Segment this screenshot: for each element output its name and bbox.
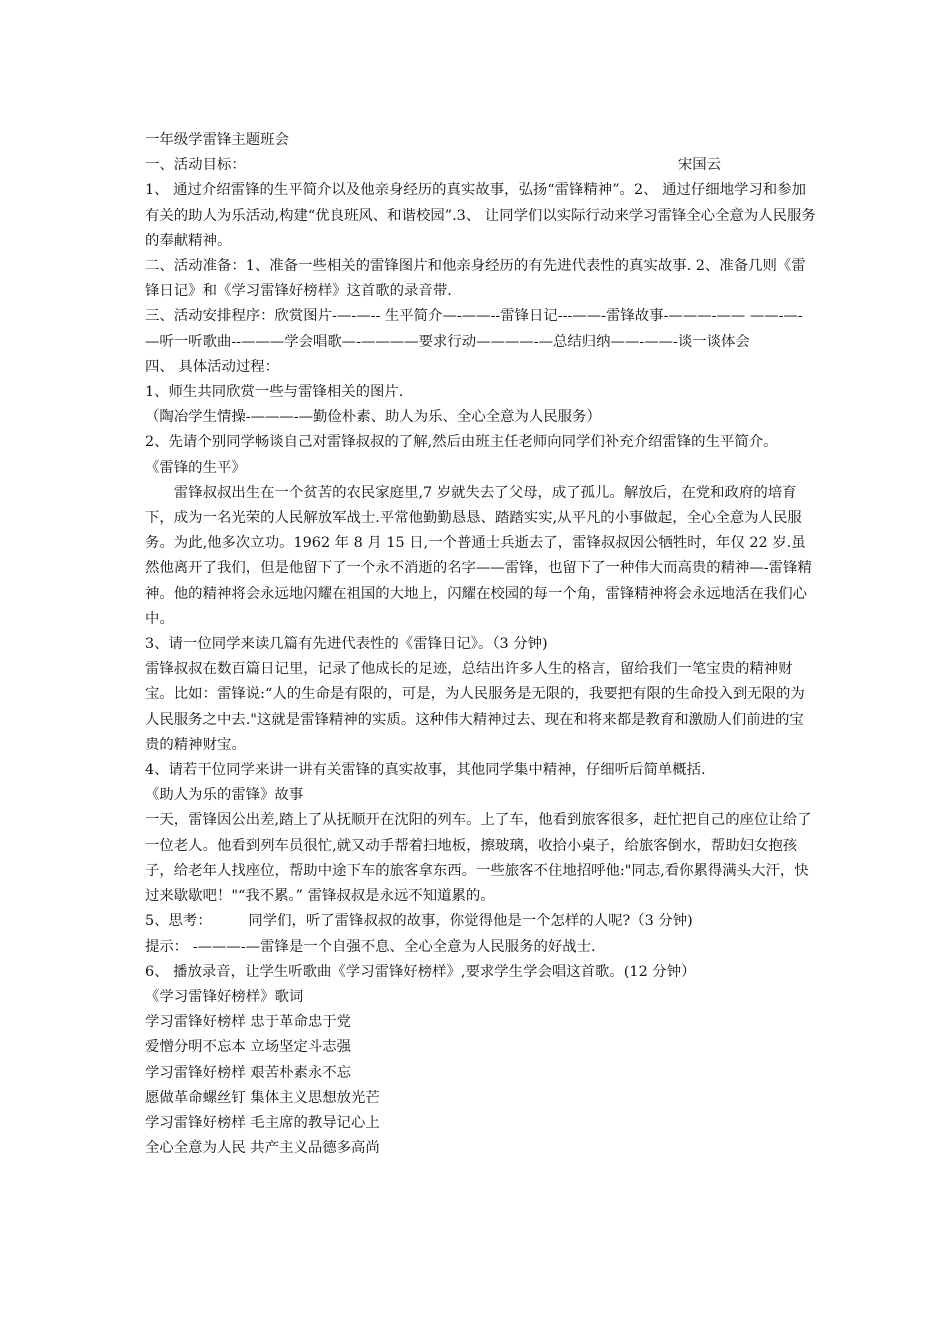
step-3: 3、请一位同学来读几篇有先进代表性的《雷锋日记》。（3 分钟) [145, 636, 548, 653]
step-5: 5、思考： 同学们，听了雷锋叔叔的故事，你觉得他是一个怎样的人呢?（3 分钟) [145, 913, 693, 930]
story-title: 《助人为乐的雷锋》故事 [145, 787, 304, 804]
lyrics-line: 爱憎分明不忘本 立场坚定斗志强 [145, 1039, 352, 1056]
section-heading-goals: 一、活动目标： [145, 157, 246, 174]
section-heading-process: 四、 具体活动过程： [145, 358, 280, 375]
lyrics-line: 学习雷锋好榜样 忠于革命忠于党 [145, 1014, 352, 1031]
lyrics-line: 学习雷锋好榜样 毛主席的教导记心上 [145, 1114, 380, 1131]
author-name: 宋国云 [677, 157, 721, 174]
lyrics-line: 全心全意为人民 共产主义品德多高尚 [145, 1140, 380, 1157]
biography-paragraph: 雷锋叔叔出生在一个贫苦的农民家庭里,7 岁就失去了父母，成了孤儿。解放后，在党和政府的培育下，成为一名光荣的人民解放军战士.平常他勤勤恳恳、踏踏实实,从平凡的小事做起，全心全意为人民服务。为此,他多次立功。1962 年 8 月 15 日,一个普通士兵逝去了，雷锋叔叔因公牺牲时，年仅 22 岁.虽然他离开了我们，但是他留下了一个永不消逝的名字——雷锋，也留下了一种伟大而高贵的精神—-雷锋精神。他的精神将会永远地闪耀在祖国的大地上，闪耀在校园的每一个角，雷锋精神将会永远地活在我们心中。 [145, 484, 812, 627]
document-page [145, 128, 817, 1161]
step-6: 6、 播放录音，让学生听歌曲《学习雷锋好榜样》,要求学生学会唱这首歌。(12 分钟） [145, 963, 696, 980]
goals-paragraph: 1、 通过介绍雷锋的生平简介以及他亲身经历的真实故事，弘扬“雷锋精神”。2、 通过仔细地学习和参加有关的助人为乐活动,构建“优良班风、和谐校园”.3、 让同学们以实际行动来学习雷锋全心全意为人民服务的奉献精神。 [145, 182, 816, 249]
lyrics-line: 愿做革命螺丝钉 集体主义思想放光芒 [145, 1089, 380, 1106]
preparation-paragraph: 二、活动准备：1、准备一些相关的雷锋图片和他亲身经历的有先进代表性的真实故事. 2、准备几则《雷锋日记》和《学习雷锋好榜样》这首歌的录音带. [145, 258, 806, 300]
step-5-hint: 提示： -———-—雷锋是一个自强不息、全心全意为人民服务的好战士. [145, 938, 596, 955]
lyrics-line: 学习雷锋好榜样 艰苦朴素永不忘 [145, 1064, 352, 1081]
goals-heading-row [145, 153, 817, 178]
story-paragraph: 一天，雷锋因公出差,踏上了从抚顺开在沈阳的列车。上了车，他看到旅客很多，赶忙把自己的座位让给了一位老人。他看到列车员很忙,就又动手帮着扫地板，擦玻璃，收拾小桌子，给旅客倒水，帮助妇女抱孩子，给老年人找座位，帮助中途下车的旅客拿东西。一些旅客不住地招呼他:"同志,看你累得满头大汗，快过来歇歇吧！"“我不累。” 雷锋叔叔是永远不知道累的。 [145, 812, 812, 905]
step-1-note: （陶冶学生情操-———-—勤俭朴素、助人为乐、全心全意为人民服务） [145, 409, 601, 426]
biography-title: 《雷锋的生平》 [145, 459, 246, 476]
step-1: 1、师生共同欣赏一些与雷锋相关的图片. [145, 384, 404, 401]
lyrics-title: 《学习雷锋好榜样》歌词 [145, 988, 304, 1005]
step-2: 2、先请个别同学畅谈自己对雷锋叔叔的了解,然后由班主任老师向同学们补充介绍雷锋的生平简介。 [145, 434, 778, 451]
procedure-paragraph: 三、活动安排程序：欣赏图片-—-—-- 生平简介—-——--雷锋日记---——-雷锋故事-———-—— ——-—-—听一听歌曲--———学会唱歌—-————要求行动————-—总结归纳——-——-谈一谈体会 [145, 308, 803, 350]
diary-paragraph: 雷锋叔叔在数百篇日记里，记录了他成长的足迹，总结出许多人生的格言，留给我们一笔宝贵的精神财宝。比如：雷锋说:“人的生命是有限的，可是，为人民服务是无限的，我要把有限的生命投入到无限的为人民服务之中去."这就是雷锋精神的实质。这种伟大精神过去、现在和将来都是教育和激励人们前进的宝贵的精神财宝。 [145, 661, 805, 753]
step-4: 4、请若干位同学来讲一讲有关雷锋的真实故事，其他同学集中精神，仔细听后简单概括. [145, 762, 706, 779]
document-title: 一年级学雷锋主题班会 [145, 132, 289, 148]
